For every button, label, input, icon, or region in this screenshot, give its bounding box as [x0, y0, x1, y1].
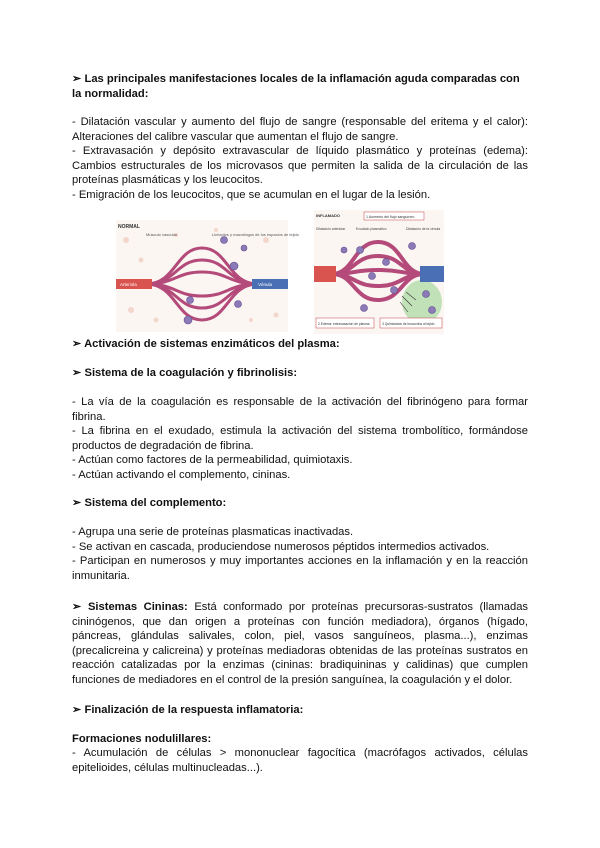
label-inflamed: INFLAMADO: [316, 213, 340, 218]
arrow-bullet-icon: ➢: [72, 73, 82, 85]
heading-text: Finalización de la respuesta inflamatoria:: [84, 704, 304, 716]
list-item: - Dilatación vascular y aumento del flujo de sangre (responsable del eritema y el calor): Alteraciones del calibre vascular que aumentan el flujo de sangre.: [72, 116, 528, 143]
section-heading-coagulacion: [72, 366, 528, 381]
label-emigration: 3 Quimiotaxis de leucocitos al tejido: [382, 322, 435, 326]
section-heading-complemento: [72, 496, 528, 511]
arrow-bullet-icon: ➢: [72, 338, 82, 350]
list-item: - Actúan activando el complemento, cininas.: [72, 468, 291, 481]
paragraph-complemento: [72, 525, 528, 583]
label-venule-dilation: Dilatación de la vénula: [406, 227, 441, 231]
paragraph-formaciones: [72, 746, 528, 775]
section-heading-activacion: [72, 337, 528, 352]
heading-text: Sistema de la coagulación y fibrinolisis:: [84, 367, 298, 379]
body-text: - Acumulación de células > mononuclear fagocítica (macrófagos activados, células epitelioides, células multinucleadas...).: [72, 747, 528, 774]
body-text: Está conformado por proteínas precursoras-sustratos (llamadas cininógenos, que dan origen a proteínas con función mediadora), órganos (hígado, páncreas, glándulas salivales, colon, piel, vasos sanguíneos, plasma...), enzimas (precalicreina y calicreina) y proteínas mediadoras obtenidas de las proteínas sustratos en reacción catalizadas por la enzimas (cininas: bradiquininas y calidinas) que cumplen funciones de mediadores en el control de la presión sanguínea, la coagulación y el dolor.: [72, 601, 529, 686]
label-flow: 1 Aumento del flujo sanguíneo: [366, 215, 415, 219]
label-edema: 2 Edema: extravasación de plasma: [318, 322, 370, 326]
label-plasma-cells: Linfocitos y macrófagos de los espacios de tejido: [212, 232, 299, 237]
list-item: - La fibrina en el exudado, estimula la activación del sistema trombolítico, formándose productos de degradación de fibrina.: [72, 425, 528, 452]
arrow-bullet-icon: ➢: [72, 497, 82, 509]
heading-text: Las principales manifestaciones locales de la inflamación aguda comparadas con la normalidad:: [72, 73, 520, 100]
label-arteriolar-dilation: Dilatación arteriolar: [316, 227, 346, 231]
label-arteriole: Arteriola: [120, 282, 137, 287]
heading-text: Sistema del complemento:: [84, 497, 227, 509]
arrow-bullet-icon: ➢: [72, 704, 82, 716]
heading-text: Formaciones nodulillares:: [72, 733, 212, 745]
heading-text: Sistemas Cininas:: [87, 601, 188, 613]
section-heading-finalizacion: [72, 703, 528, 718]
list-item: - La vía de la coagulación es responsable de la activación del fibrinógeno para formar fibrina.: [72, 396, 528, 423]
paragraph-coagulacion: [72, 395, 528, 483]
arrow-bullet-icon: ➢: [72, 367, 82, 379]
list-item: - Se activan en cascada, produciendose numerosos péptidos intermedios activados.: [72, 540, 490, 553]
list-item: - Emigración de los leucocitos, que se acumulan en el lugar de la lesión.: [72, 188, 431, 201]
figure-normal-microcirculation: [116, 220, 299, 332]
list-item: - Actúan como factores de la permeabilidad, quimiotaxis.: [72, 454, 353, 467]
label-muscle: Músculo vascular: [146, 232, 177, 237]
section-heading-manifestaciones: [72, 72, 528, 101]
label-normal: NORMAL: [118, 224, 140, 230]
figure-inflamed-microcirculation: [314, 210, 444, 334]
list-item: - Participan en numerosos y muy importantes acciones en la inflamación y en la reacción inmunitaria.: [72, 555, 528, 582]
paragraph-cininas: [72, 600, 528, 688]
section-heading-formaciones: [72, 732, 528, 747]
label-venule: Vénula: [258, 282, 273, 287]
paragraph-dilatacion: [72, 115, 528, 203]
list-item: - Agrupa una serie de proteínas plasmaticas inactivadas.: [72, 526, 354, 538]
label-exudate: Exudado plasmático: [356, 227, 387, 231]
arrow-bullet-icon: ➢: [72, 601, 82, 613]
heading-text: Activación de sistemas enzimáticos del plasma:: [84, 338, 340, 350]
list-item: - Extravasación y depósito extravascular de líquido plasmático y proteínas (edema): Cambios estructurales de los microvasos que permiten la salida de la circulación de las proteínas plasmáticas y los leucocitos.: [72, 145, 528, 187]
